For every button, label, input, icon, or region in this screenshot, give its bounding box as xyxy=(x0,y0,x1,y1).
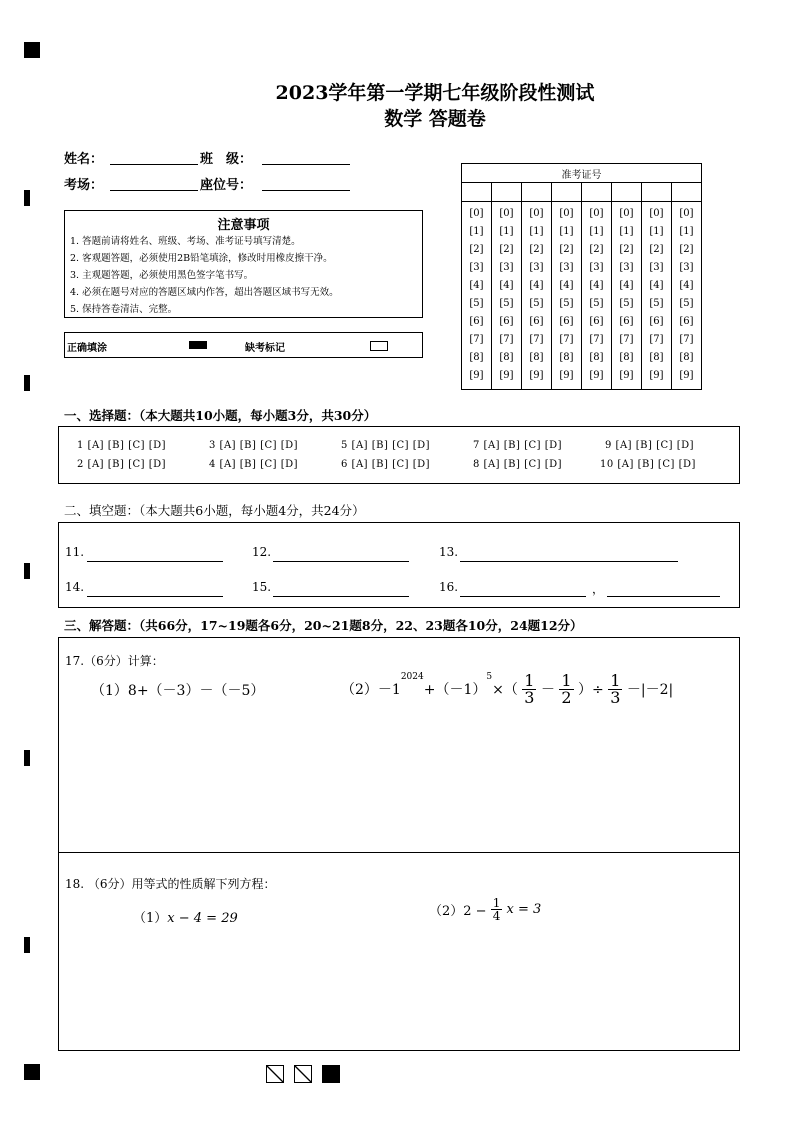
exam-id-digit-bubble[interactable]: [7] xyxy=(469,334,484,345)
mc-question-5[interactable]: 5 [A] [B] [C] [D] xyxy=(341,440,431,451)
q16-answer-line-a[interactable] xyxy=(460,582,586,597)
exam-id-digit-bubble[interactable]: [7] xyxy=(529,334,544,345)
exam-id-digit-bubble[interactable]: [5] xyxy=(529,298,544,309)
exam-id-digit-bubble[interactable]: [6] xyxy=(469,316,484,327)
q17-part1: （1）8+（－3）－（－5） xyxy=(91,683,265,699)
q11-answer-line[interactable] xyxy=(87,547,223,562)
exam-id-digit-bubble[interactable]: [2] xyxy=(469,244,484,255)
class-label: 班 级： xyxy=(200,152,253,167)
exam-id-digit-bubble[interactable]: [6] xyxy=(499,316,514,327)
edge-marker xyxy=(24,375,30,391)
q18-fraction: $\frac{1}{4}$ xyxy=(492,896,501,923)
exam-id-digit-bubble[interactable]: [9] xyxy=(499,370,514,381)
exam-id-digit-bubble[interactable]: [8] xyxy=(499,352,514,363)
page-title: 2023学年第一学期七年级阶段性测试 xyxy=(275,82,595,104)
exam-id-digit-bubble[interactable]: [8] xyxy=(469,352,484,363)
exam-id-digit-bubble[interactable]: [7] xyxy=(619,334,634,345)
exam-id-digit-bubble[interactable]: [4] xyxy=(619,280,634,291)
exam-id-digit-bubble[interactable]: [1] xyxy=(589,226,604,237)
q14-answer-line[interactable] xyxy=(87,582,223,597)
exam-id-digit-bubble[interactable]: [5] xyxy=(559,298,574,309)
exam-id-digit-bubble[interactable]: [0] xyxy=(529,208,544,219)
exam-id-digit-column[interactable] xyxy=(492,202,522,390)
q17-minus: － xyxy=(540,682,555,698)
exam-id-digit-bubble[interactable]: [2] xyxy=(529,244,544,255)
exam-id-digit-column[interactable] xyxy=(672,202,702,390)
q12-label: 12. xyxy=(252,545,272,559)
exam-id-digit-bubble[interactable]: [6] xyxy=(679,316,694,327)
correct-fill-sample xyxy=(189,341,207,349)
seat-label: 座位号： xyxy=(200,178,253,193)
q15-answer-line[interactable] xyxy=(273,582,409,597)
exam-id-digit-bubble[interactable]: [1] xyxy=(649,226,664,237)
exam-id-digit-bubble[interactable]: [9] xyxy=(679,370,694,381)
exam-id-digit-bubble[interactable]: [7] xyxy=(679,334,694,345)
exam-id-digit-bubble[interactable]: [8] xyxy=(679,352,694,363)
exam-id-digit-bubble[interactable]: [0] xyxy=(589,208,604,219)
exam-id-digit-bubble[interactable]: [7] xyxy=(589,334,604,345)
section-2-title: 二、填空题：（本大题共6小题，每小题4分，共24分） xyxy=(64,503,365,518)
exam-id-digit-bubble[interactable]: [4] xyxy=(679,280,694,291)
page-subtitle: 数学 答题卷 xyxy=(384,108,486,130)
q17-heading: 17.（6分）计算： xyxy=(65,654,164,668)
exam-id-digit-bubble[interactable]: [5] xyxy=(649,298,664,309)
exam-id-digit-bubble[interactable]: [2] xyxy=(559,244,574,255)
seat-field[interactable] xyxy=(262,176,350,191)
exam-id-digit-bubble[interactable]: [0] xyxy=(559,208,574,219)
exam-id-digit-bubble[interactable]: [3] xyxy=(559,262,574,273)
exam-id-digit-bubble[interactable]: [1] xyxy=(619,226,634,237)
name-field[interactable] xyxy=(110,150,198,165)
q16-answer-line-b[interactable] xyxy=(607,582,720,597)
exam-id-digit-bubble[interactable]: [8] xyxy=(559,352,574,363)
exam-id-write-cell[interactable] xyxy=(672,183,702,202)
edge-marker xyxy=(24,750,30,766)
q17-part2-e: －|－2| xyxy=(626,682,674,698)
exam-id-digit-bubble[interactable]: [2] xyxy=(619,244,634,255)
exam-id-digit-column[interactable] xyxy=(522,202,552,390)
exam-id-digit-column[interactable] xyxy=(462,202,492,390)
q18-part1-label: （1） xyxy=(133,911,168,926)
exam-id-digit-bubble[interactable]: [7] xyxy=(559,334,574,345)
edge-marker xyxy=(24,563,30,579)
notice-item: 3. 主观题答题，必须使用黑色签字笔书写。 xyxy=(70,270,254,281)
absent-mark-box[interactable] xyxy=(370,341,388,351)
q17-part2-b: +（－1） xyxy=(423,682,487,698)
mc-question-1[interactable]: 1 [A] [B] [C] [D] xyxy=(77,440,167,451)
exam-id-digit-bubble[interactable]: [0] xyxy=(469,208,484,219)
mc-question-4[interactable]: 4 [A] [B] [C] [D] xyxy=(209,459,299,470)
exam-id-digit-bubble[interactable]: [6] xyxy=(649,316,664,327)
mc-question-8[interactable]: 8 [A] [B] [C] [D] xyxy=(473,459,563,470)
exam-id-digit-bubble[interactable]: [2] xyxy=(649,244,664,255)
notice-item: 1. 答题前请将姓名、班级、考场、准考证号填写清楚。 xyxy=(70,236,301,247)
exam-id-digit-bubble[interactable]: [1] xyxy=(529,226,544,237)
exam-id-digit-column[interactable] xyxy=(612,202,642,390)
exam-id-write-cell[interactable] xyxy=(462,183,492,202)
notice-item: 4. 必须在题号对应的答题区域内作答，超出答题区域书写无效。 xyxy=(70,287,339,298)
exam-id-digit-column[interactable] xyxy=(642,202,672,390)
exam-id-digit-bubble[interactable]: [4] xyxy=(499,280,514,291)
exam-id-write-cell[interactable] xyxy=(582,183,612,202)
notice-item: 5. 保持答卷清洁、完整。 xyxy=(70,304,178,315)
exam-id-digit-bubble[interactable]: [6] xyxy=(619,316,634,327)
exam-id-digit-bubble[interactable]: [3] xyxy=(649,262,664,273)
edge-marker xyxy=(24,190,30,206)
q17-part2-d: ）÷ xyxy=(578,682,604,698)
q17-fraction-3: $\frac{1}{3}$ xyxy=(610,670,621,707)
exam-id-digit-bubble[interactable]: [0] xyxy=(649,208,664,219)
exam-id-digit-bubble[interactable]: [9] xyxy=(589,370,604,381)
q17-fraction-2: $\frac{1}{2}$ xyxy=(561,670,572,707)
exam-id-digit-bubble[interactable]: [0] xyxy=(499,208,514,219)
exam-id-digit-bubble[interactable]: [1] xyxy=(469,226,484,237)
q11-label: 11. xyxy=(65,545,85,559)
exam-id-digit-bubble[interactable]: [2] xyxy=(589,244,604,255)
fill-sample-box xyxy=(64,332,423,358)
exam-id-digit-bubble[interactable]: [9] xyxy=(469,370,484,381)
page-code-marker-slash xyxy=(294,1065,312,1083)
mc-question-2[interactable]: 2 [A] [B] [C] [D] xyxy=(77,459,167,470)
q17-exp: 2024 xyxy=(400,672,424,682)
exam-id-digit-bubble[interactable]: [6] xyxy=(529,316,544,327)
q14-label: 14. xyxy=(65,580,85,594)
q13-answer-line[interactable] xyxy=(460,547,678,562)
exam-id-digit-bubble[interactable]: [2] xyxy=(679,244,694,255)
mc-question-10[interactable]: 10 [A] [B] [C] [D] xyxy=(600,459,696,470)
q18-answer-area[interactable] xyxy=(58,852,740,1051)
q18-part2-a: （2）2 − xyxy=(429,904,487,919)
exam-id-digit-bubble[interactable]: [3] xyxy=(469,262,484,273)
exam-id-digit-bubble[interactable]: [1] xyxy=(499,226,514,237)
corner-marker-top-left xyxy=(24,42,40,58)
exam-id-write-cell[interactable] xyxy=(612,183,642,202)
q15-label: 15. xyxy=(252,580,272,594)
exam-id-digit-bubble[interactable]: [4] xyxy=(529,280,544,291)
mc-question-9[interactable]: 9 [A] [B] [C] [D] xyxy=(605,440,695,451)
notice-title: 注意事项 xyxy=(217,218,270,233)
exam-id-digit-bubble[interactable]: [5] xyxy=(469,298,484,309)
exam-id-digit-bubble[interactable]: [0] xyxy=(619,208,634,219)
section-3-title: 三、解答题：（共66分，17~19题各6分，20~21题8分，22、23题各10分，24题12分） xyxy=(64,618,583,633)
exam-id-digit-bubble[interactable]: [5] xyxy=(679,298,694,309)
exam-id-write-cell[interactable] xyxy=(492,183,522,202)
room-field[interactable] xyxy=(110,176,198,191)
q18-heading: 18. （6分）用等式的性质解下列方程： xyxy=(65,877,276,891)
correct-fill-label: 正确填涂 xyxy=(67,343,107,354)
edge-marker xyxy=(24,937,30,953)
exam-id-digit-bubble[interactable]: [9] xyxy=(529,370,544,381)
exam-id-digit-column[interactable] xyxy=(552,202,582,390)
notice-item: 2. 客观题答题，必须使用2B铅笔填涂，修改时用橡皮擦干净。 xyxy=(70,253,333,264)
exam-id-digit-bubble[interactable]: [9] xyxy=(649,370,664,381)
exam-id-digit-bubble[interactable]: [3] xyxy=(679,262,694,273)
page-code-marker-filled xyxy=(322,1065,340,1083)
q13-label: 13. xyxy=(439,545,459,559)
exam-id-digit-bubble[interactable]: [8] xyxy=(529,352,544,363)
exam-id-digit-bubble[interactable]: [8] xyxy=(619,352,634,363)
exam-id-digit-bubble[interactable]: [7] xyxy=(499,334,514,345)
q18-part1-equation: x − 4 = 29 xyxy=(167,911,238,926)
exam-id-digit-bubble[interactable]: [3] xyxy=(589,262,604,273)
exam-id-digit-bubble[interactable]: [9] xyxy=(559,370,574,381)
exam-id-digit-bubble[interactable]: [6] xyxy=(559,316,574,327)
exam-id-digit-bubble[interactable]: [9] xyxy=(619,370,634,381)
exam-id-digit-bubble[interactable]: [3] xyxy=(529,262,544,273)
mc-question-6[interactable]: 6 [A] [B] [C] [D] xyxy=(341,459,431,470)
exam-id-title: 准考证号 xyxy=(462,164,702,183)
exam-id-digit-bubble[interactable]: [7] xyxy=(649,334,664,345)
exam-id-digit-bubble[interactable]: [3] xyxy=(619,262,634,273)
notice-box xyxy=(64,210,423,318)
exam-id-digit-bubble[interactable]: [8] xyxy=(589,352,604,363)
exam-id-digit-bubble[interactable]: [3] xyxy=(499,262,514,273)
mc-question-3[interactable]: 3 [A] [B] [C] [D] xyxy=(209,440,299,451)
exam-id-write-cell[interactable] xyxy=(522,183,552,202)
exam-id-digit-bubble[interactable]: [0] xyxy=(679,208,694,219)
exam-id-digit-bubble[interactable]: [5] xyxy=(499,298,514,309)
fill-in-box xyxy=(58,522,740,608)
q17-part2-a: （2）－1 xyxy=(341,682,401,698)
exam-id-digit-bubble[interactable]: [2] xyxy=(499,244,514,255)
corner-marker-bottom-left xyxy=(24,1064,40,1080)
exam-id-digit-bubble[interactable]: [6] xyxy=(589,316,604,327)
q17-exp2: 5 xyxy=(486,672,493,682)
exam-id-digit-column[interactable] xyxy=(582,202,612,390)
exam-id-digit-bubble[interactable]: [5] xyxy=(589,298,604,309)
q18-part1 xyxy=(133,907,238,926)
exam-id-digit-bubble[interactable]: [4] xyxy=(649,280,664,291)
page-code-marker-slash xyxy=(266,1065,284,1083)
room-label: 考场： xyxy=(64,178,104,193)
exam-id-write-cell[interactable] xyxy=(552,183,582,202)
multiple-choice-box xyxy=(58,426,740,484)
q16-label: 16. xyxy=(439,580,459,594)
q12-answer-line[interactable] xyxy=(273,547,409,562)
exam-id-digit-bubble[interactable]: [1] xyxy=(559,226,574,237)
q17-answer-area[interactable] xyxy=(58,637,740,853)
section-1-title: 一、选择题：（本大题共10小题，每小题3分，共30分） xyxy=(64,408,377,423)
exam-id-digit-bubble[interactable]: [8] xyxy=(649,352,664,363)
exam-id-digit-bubble[interactable]: [4] xyxy=(469,280,484,291)
exam-id-block xyxy=(461,163,702,390)
q18-part2-b: x = 3 xyxy=(506,902,542,917)
q18-part2 xyxy=(429,897,541,922)
q17-part2 xyxy=(341,672,673,706)
absent-mark-label: 缺考标记 xyxy=(245,343,285,354)
q16-comma: ， xyxy=(592,582,605,596)
q17-part2-c: ×（ xyxy=(492,682,518,698)
exam-id-digit-bubble[interactable]: [4] xyxy=(589,280,604,291)
exam-id-digit-bubble[interactable]: [4] xyxy=(559,280,574,291)
name-label: 姓名： xyxy=(64,152,104,167)
exam-id-digit-bubble[interactable]: [5] xyxy=(619,298,634,309)
mc-question-7[interactable]: 7 [A] [B] [C] [D] xyxy=(473,440,563,451)
exam-id-write-cell[interactable] xyxy=(642,183,672,202)
class-field[interactable] xyxy=(262,150,350,165)
q17-fraction-1: $\frac{1}{3}$ xyxy=(524,670,535,707)
exam-id-digit-bubble[interactable]: [1] xyxy=(679,226,694,237)
